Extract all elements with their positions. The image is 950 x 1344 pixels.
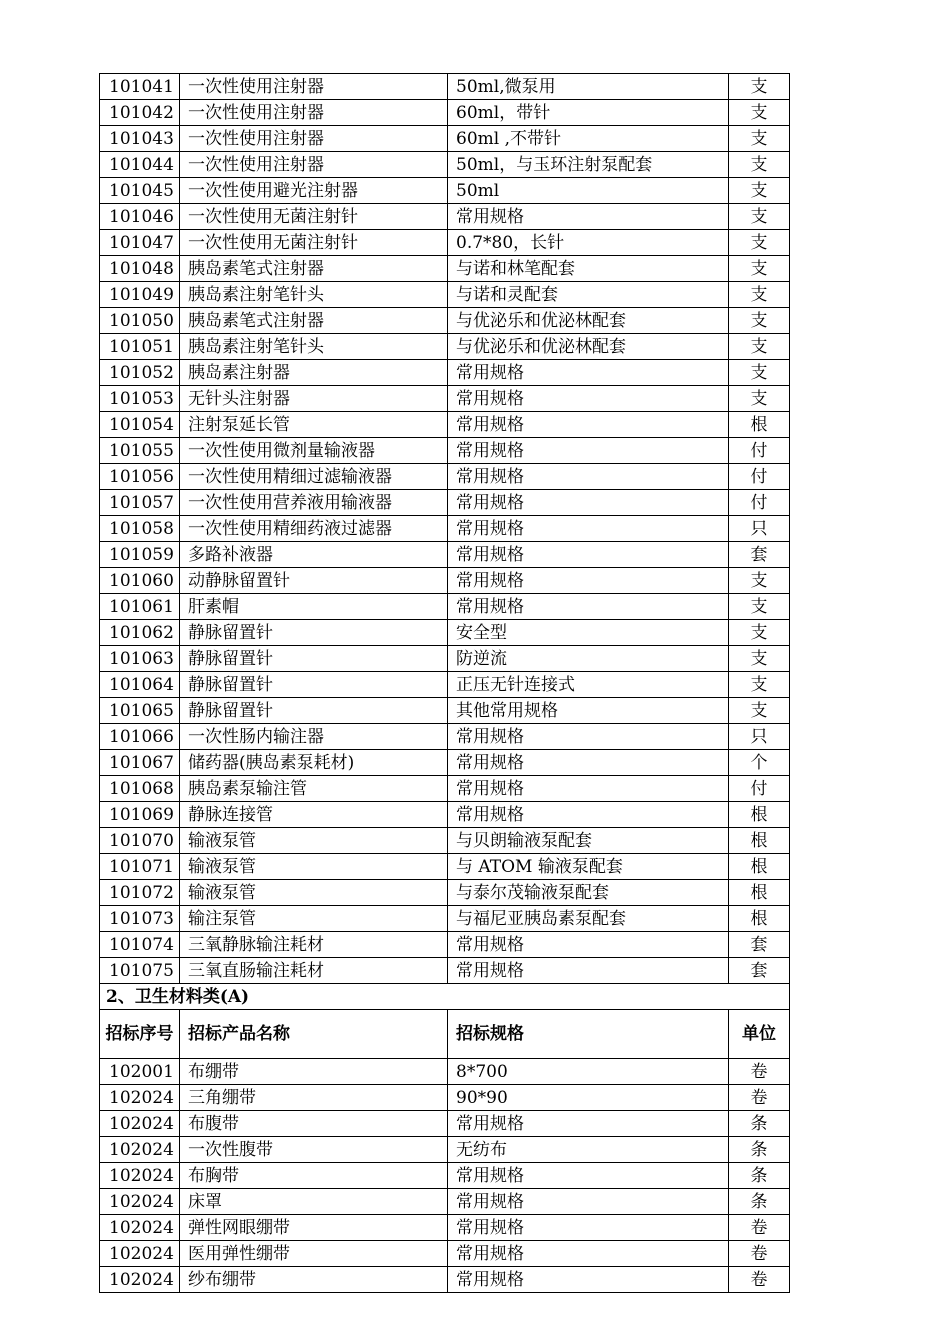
table-row xyxy=(100,698,790,724)
cell-code: 101042 xyxy=(100,100,180,126)
table-row xyxy=(100,360,790,386)
cell-name: 一次性使用注射器 xyxy=(180,74,448,100)
cell-spec: 常用规格 xyxy=(448,204,729,230)
cell-spec: 90*90 xyxy=(448,1085,729,1111)
cell-code: 101062 xyxy=(100,620,180,646)
cell-name: 布腹带 xyxy=(180,1111,448,1137)
cell-code: 101057 xyxy=(100,490,180,516)
cell-code: 101072 xyxy=(100,880,180,906)
cell-spec: 8*700 xyxy=(448,1059,729,1085)
cell-code: 101068 xyxy=(100,776,180,802)
cell-code: 101060 xyxy=(100,568,180,594)
cell-name: 输注泵管 xyxy=(180,906,448,932)
cell-unit: 条 xyxy=(729,1163,790,1189)
cell-name: 注射泵延长管 xyxy=(180,412,448,438)
table-row xyxy=(100,412,790,438)
cell-spec: 常用规格 xyxy=(448,464,729,490)
cell-code: 101070 xyxy=(100,828,180,854)
cell-code: 101073 xyxy=(100,906,180,932)
cell-name: 布胸带 xyxy=(180,1163,448,1189)
cell-name: 静脉连接管 xyxy=(180,802,448,828)
table-row xyxy=(100,1267,790,1293)
table-row xyxy=(100,1163,790,1189)
table-row xyxy=(100,256,790,282)
cell-unit: 套 xyxy=(729,932,790,958)
cell-code: 102024 xyxy=(100,1189,180,1215)
tender-list-page xyxy=(99,73,789,1293)
cell-spec: 与诺和灵配套 xyxy=(448,282,729,308)
table-row xyxy=(100,906,790,932)
tender-items-table xyxy=(99,73,790,1293)
cell-spec: 常用规格 xyxy=(448,1241,729,1267)
cell-name: 一次性使用注射器 xyxy=(180,152,448,178)
cell-name: 医用弹性绷带 xyxy=(180,1241,448,1267)
table-row xyxy=(100,126,790,152)
cell-name: 静脉留置针 xyxy=(180,698,448,724)
cell-spec: 正压无针连接式 xyxy=(448,672,729,698)
cell-spec: 与福尼亚胰岛素泵配套 xyxy=(448,906,729,932)
cell-unit: 支 xyxy=(729,74,790,100)
cell-unit: 根 xyxy=(729,880,790,906)
table-row xyxy=(100,802,790,828)
cell-spec: 60ml ,不带针 xyxy=(448,126,729,152)
cell-unit: 支 xyxy=(729,256,790,282)
cell-code: 101054 xyxy=(100,412,180,438)
cell-unit: 根 xyxy=(729,802,790,828)
cell-unit: 卷 xyxy=(729,1059,790,1085)
section-title-row xyxy=(100,984,790,1010)
cell-unit: 条 xyxy=(729,1137,790,1163)
table-row xyxy=(100,152,790,178)
cell-name: 三氧直肠输注耗材 xyxy=(180,958,448,984)
table-row xyxy=(100,178,790,204)
cell-name: 床罩 xyxy=(180,1189,448,1215)
cell-code: 101041 xyxy=(100,74,180,100)
table-row xyxy=(100,958,790,984)
cell-code: 102024 xyxy=(100,1137,180,1163)
cell-unit: 卷 xyxy=(729,1215,790,1241)
table-row xyxy=(100,334,790,360)
table-row xyxy=(100,594,790,620)
table-row xyxy=(100,880,790,906)
cell-name: 一次性使用注射器 xyxy=(180,100,448,126)
cell-spec: 常用规格 xyxy=(448,1267,729,1293)
cell-unit: 支 xyxy=(729,282,790,308)
cell-code: 101058 xyxy=(100,516,180,542)
cell-unit: 支 xyxy=(729,334,790,360)
cell-unit: 卷 xyxy=(729,1085,790,1111)
cell-name: 一次性使用精细药液过滤器 xyxy=(180,516,448,542)
cell-spec: 常用规格 xyxy=(448,1163,729,1189)
table-row xyxy=(100,516,790,542)
cell-unit: 支 xyxy=(729,100,790,126)
cell-name: 输液泵管 xyxy=(180,828,448,854)
header-unit: 单位 xyxy=(729,1010,790,1059)
header-spec: 招标规格 xyxy=(448,1010,729,1059)
cell-unit: 只 xyxy=(729,724,790,750)
cell-spec: 与 ATOM 输液泵配套 xyxy=(448,854,729,880)
cell-unit: 付 xyxy=(729,776,790,802)
cell-spec: 与优泌乐和优泌林配套 xyxy=(448,334,729,360)
column-header-row xyxy=(100,1010,790,1059)
cell-code: 101050 xyxy=(100,308,180,334)
table-row xyxy=(100,672,790,698)
cell-unit: 根 xyxy=(729,412,790,438)
section-one-body xyxy=(100,74,790,984)
cell-name: 一次性使用营养液用输液器 xyxy=(180,490,448,516)
cell-code: 102024 xyxy=(100,1215,180,1241)
cell-code: 101056 xyxy=(100,464,180,490)
cell-code: 101046 xyxy=(100,204,180,230)
cell-name: 肝素帽 xyxy=(180,594,448,620)
cell-spec: 常用规格 xyxy=(448,386,729,412)
table-row xyxy=(100,1189,790,1215)
cell-code: 101044 xyxy=(100,152,180,178)
table-row xyxy=(100,464,790,490)
table-row xyxy=(100,1215,790,1241)
cell-spec: 与优泌乐和优泌林配套 xyxy=(448,308,729,334)
table-row xyxy=(100,724,790,750)
cell-spec: 常用规格 xyxy=(448,724,729,750)
cell-name: 胰岛素注射笔针头 xyxy=(180,334,448,360)
cell-code: 101065 xyxy=(100,698,180,724)
cell-spec: 常用规格 xyxy=(448,802,729,828)
cell-unit: 付 xyxy=(729,464,790,490)
cell-name: 胰岛素笔式注射器 xyxy=(180,256,448,282)
cell-name: 一次性使用无菌注射针 xyxy=(180,204,448,230)
table-row xyxy=(100,776,790,802)
cell-unit: 支 xyxy=(729,308,790,334)
cell-unit: 套 xyxy=(729,542,790,568)
table-row xyxy=(100,230,790,256)
cell-name: 胰岛素泵输注管 xyxy=(180,776,448,802)
table-row xyxy=(100,568,790,594)
cell-spec: 常用规格 xyxy=(448,1111,729,1137)
table-row xyxy=(100,854,790,880)
section-title: 2、卫生材料类(A) xyxy=(100,984,790,1010)
cell-code: 101064 xyxy=(100,672,180,698)
cell-name: 胰岛素注射器 xyxy=(180,360,448,386)
cell-name: 三氧静脉输注耗材 xyxy=(180,932,448,958)
cell-code: 101047 xyxy=(100,230,180,256)
cell-unit: 卷 xyxy=(729,1267,790,1293)
cell-unit: 支 xyxy=(729,204,790,230)
cell-code: 101043 xyxy=(100,126,180,152)
cell-name: 布绷带 xyxy=(180,1059,448,1085)
cell-code: 101069 xyxy=(100,802,180,828)
cell-name: 无针头注射器 xyxy=(180,386,448,412)
table-row xyxy=(100,620,790,646)
cell-code: 101061 xyxy=(100,594,180,620)
cell-name: 静脉留置针 xyxy=(180,672,448,698)
cell-unit: 只 xyxy=(729,516,790,542)
cell-spec: 常用规格 xyxy=(448,932,729,958)
cell-unit: 支 xyxy=(729,568,790,594)
cell-name: 一次性肠内输注器 xyxy=(180,724,448,750)
table-row xyxy=(100,204,790,230)
table-row xyxy=(100,100,790,126)
header-name: 招标产品名称 xyxy=(180,1010,448,1059)
cell-code: 101066 xyxy=(100,724,180,750)
cell-name: 胰岛素笔式注射器 xyxy=(180,308,448,334)
cell-unit: 根 xyxy=(729,854,790,880)
cell-code: 102024 xyxy=(100,1241,180,1267)
section-two-heading xyxy=(100,984,790,1059)
cell-name: 一次性使用避光注射器 xyxy=(180,178,448,204)
cell-spec: 常用规格 xyxy=(448,776,729,802)
table-row xyxy=(100,646,790,672)
cell-spec: 常用规格 xyxy=(448,412,729,438)
table-row xyxy=(100,282,790,308)
cell-unit: 支 xyxy=(729,386,790,412)
cell-name: 静脉留置针 xyxy=(180,620,448,646)
cell-spec: 防逆流 xyxy=(448,646,729,672)
table-row xyxy=(100,438,790,464)
cell-spec: 常用规格 xyxy=(448,490,729,516)
table-row xyxy=(100,74,790,100)
cell-code: 101075 xyxy=(100,958,180,984)
cell-spec: 常用规格 xyxy=(448,542,729,568)
cell-spec: 常用规格 xyxy=(448,516,729,542)
cell-name: 输液泵管 xyxy=(180,880,448,906)
cell-code: 102024 xyxy=(100,1111,180,1137)
cell-code: 102001 xyxy=(100,1059,180,1085)
cell-code: 101051 xyxy=(100,334,180,360)
cell-name: 静脉留置针 xyxy=(180,646,448,672)
cell-name: 一次性使用微剂量输液器 xyxy=(180,438,448,464)
table-row xyxy=(100,1059,790,1085)
cell-unit: 支 xyxy=(729,672,790,698)
cell-spec: 50ml，与玉环注射泵配套 xyxy=(448,152,729,178)
cell-code: 102024 xyxy=(100,1267,180,1293)
cell-spec: 常用规格 xyxy=(448,438,729,464)
cell-name: 弹性网眼绷带 xyxy=(180,1215,448,1241)
cell-code: 101059 xyxy=(100,542,180,568)
cell-spec: 常用规格 xyxy=(448,750,729,776)
cell-unit: 付 xyxy=(729,438,790,464)
table-row xyxy=(100,542,790,568)
cell-unit: 支 xyxy=(729,230,790,256)
cell-unit: 套 xyxy=(729,958,790,984)
cell-unit: 条 xyxy=(729,1189,790,1215)
cell-spec: 与诺和林笔配套 xyxy=(448,256,729,282)
cell-name: 动静脉留置针 xyxy=(180,568,448,594)
cell-spec: 常用规格 xyxy=(448,568,729,594)
cell-spec: 常用规格 xyxy=(448,594,729,620)
cell-name: 一次性腹带 xyxy=(180,1137,448,1163)
cell-code: 101067 xyxy=(100,750,180,776)
cell-code: 102024 xyxy=(100,1163,180,1189)
cell-name: 储药器(胰岛素泵耗材) xyxy=(180,750,448,776)
table-row xyxy=(100,1111,790,1137)
cell-spec: 常用规格 xyxy=(448,1215,729,1241)
cell-code: 102024 xyxy=(100,1085,180,1111)
cell-name: 纱布绷带 xyxy=(180,1267,448,1293)
cell-code: 101055 xyxy=(100,438,180,464)
cell-unit: 支 xyxy=(729,360,790,386)
cell-spec: 安全型 xyxy=(448,620,729,646)
cell-unit: 支 xyxy=(729,126,790,152)
cell-unit: 支 xyxy=(729,594,790,620)
cell-unit: 条 xyxy=(729,1111,790,1137)
cell-unit: 支 xyxy=(729,152,790,178)
cell-name: 多路补液器 xyxy=(180,542,448,568)
cell-spec: 0.7*80，长针 xyxy=(448,230,729,256)
cell-spec: 50ml xyxy=(448,178,729,204)
cell-code: 101074 xyxy=(100,932,180,958)
cell-unit: 支 xyxy=(729,646,790,672)
cell-name: 输液泵管 xyxy=(180,854,448,880)
cell-name: 胰岛素注射笔针头 xyxy=(180,282,448,308)
cell-name: 三角绷带 xyxy=(180,1085,448,1111)
table-row xyxy=(100,490,790,516)
cell-spec: 常用规格 xyxy=(448,958,729,984)
table-row xyxy=(100,1085,790,1111)
table-row xyxy=(100,1137,790,1163)
cell-code: 101048 xyxy=(100,256,180,282)
cell-unit: 根 xyxy=(729,906,790,932)
cell-unit: 支 xyxy=(729,178,790,204)
cell-spec: 常用规格 xyxy=(448,1189,729,1215)
cell-name: 一次性使用注射器 xyxy=(180,126,448,152)
table-row xyxy=(100,1241,790,1267)
cell-name: 一次性使用无菌注射针 xyxy=(180,230,448,256)
header-code: 招标序号 xyxy=(100,1010,180,1059)
cell-code: 101063 xyxy=(100,646,180,672)
cell-code: 101049 xyxy=(100,282,180,308)
cell-spec: 其他常用规格 xyxy=(448,698,729,724)
cell-code: 101045 xyxy=(100,178,180,204)
cell-spec: 与贝朗输液泵配套 xyxy=(448,828,729,854)
cell-unit: 支 xyxy=(729,698,790,724)
cell-unit: 个 xyxy=(729,750,790,776)
cell-unit: 支 xyxy=(729,620,790,646)
cell-code: 101052 xyxy=(100,360,180,386)
cell-name: 一次性使用精细过滤输液器 xyxy=(180,464,448,490)
cell-spec: 无纺布 xyxy=(448,1137,729,1163)
cell-spec: 常用规格 xyxy=(448,360,729,386)
table-row xyxy=(100,828,790,854)
table-row xyxy=(100,386,790,412)
cell-code: 101071 xyxy=(100,854,180,880)
table-row xyxy=(100,308,790,334)
cell-spec: 与泰尔茂输液泵配套 xyxy=(448,880,729,906)
table-row xyxy=(100,932,790,958)
section-two-body xyxy=(100,1059,790,1293)
cell-unit: 卷 xyxy=(729,1241,790,1267)
cell-spec: 50ml,微泵用 xyxy=(448,74,729,100)
table-row xyxy=(100,750,790,776)
cell-unit: 根 xyxy=(729,828,790,854)
cell-code: 101053 xyxy=(100,386,180,412)
cell-spec: 60ml，带针 xyxy=(448,100,729,126)
cell-unit: 付 xyxy=(729,490,790,516)
